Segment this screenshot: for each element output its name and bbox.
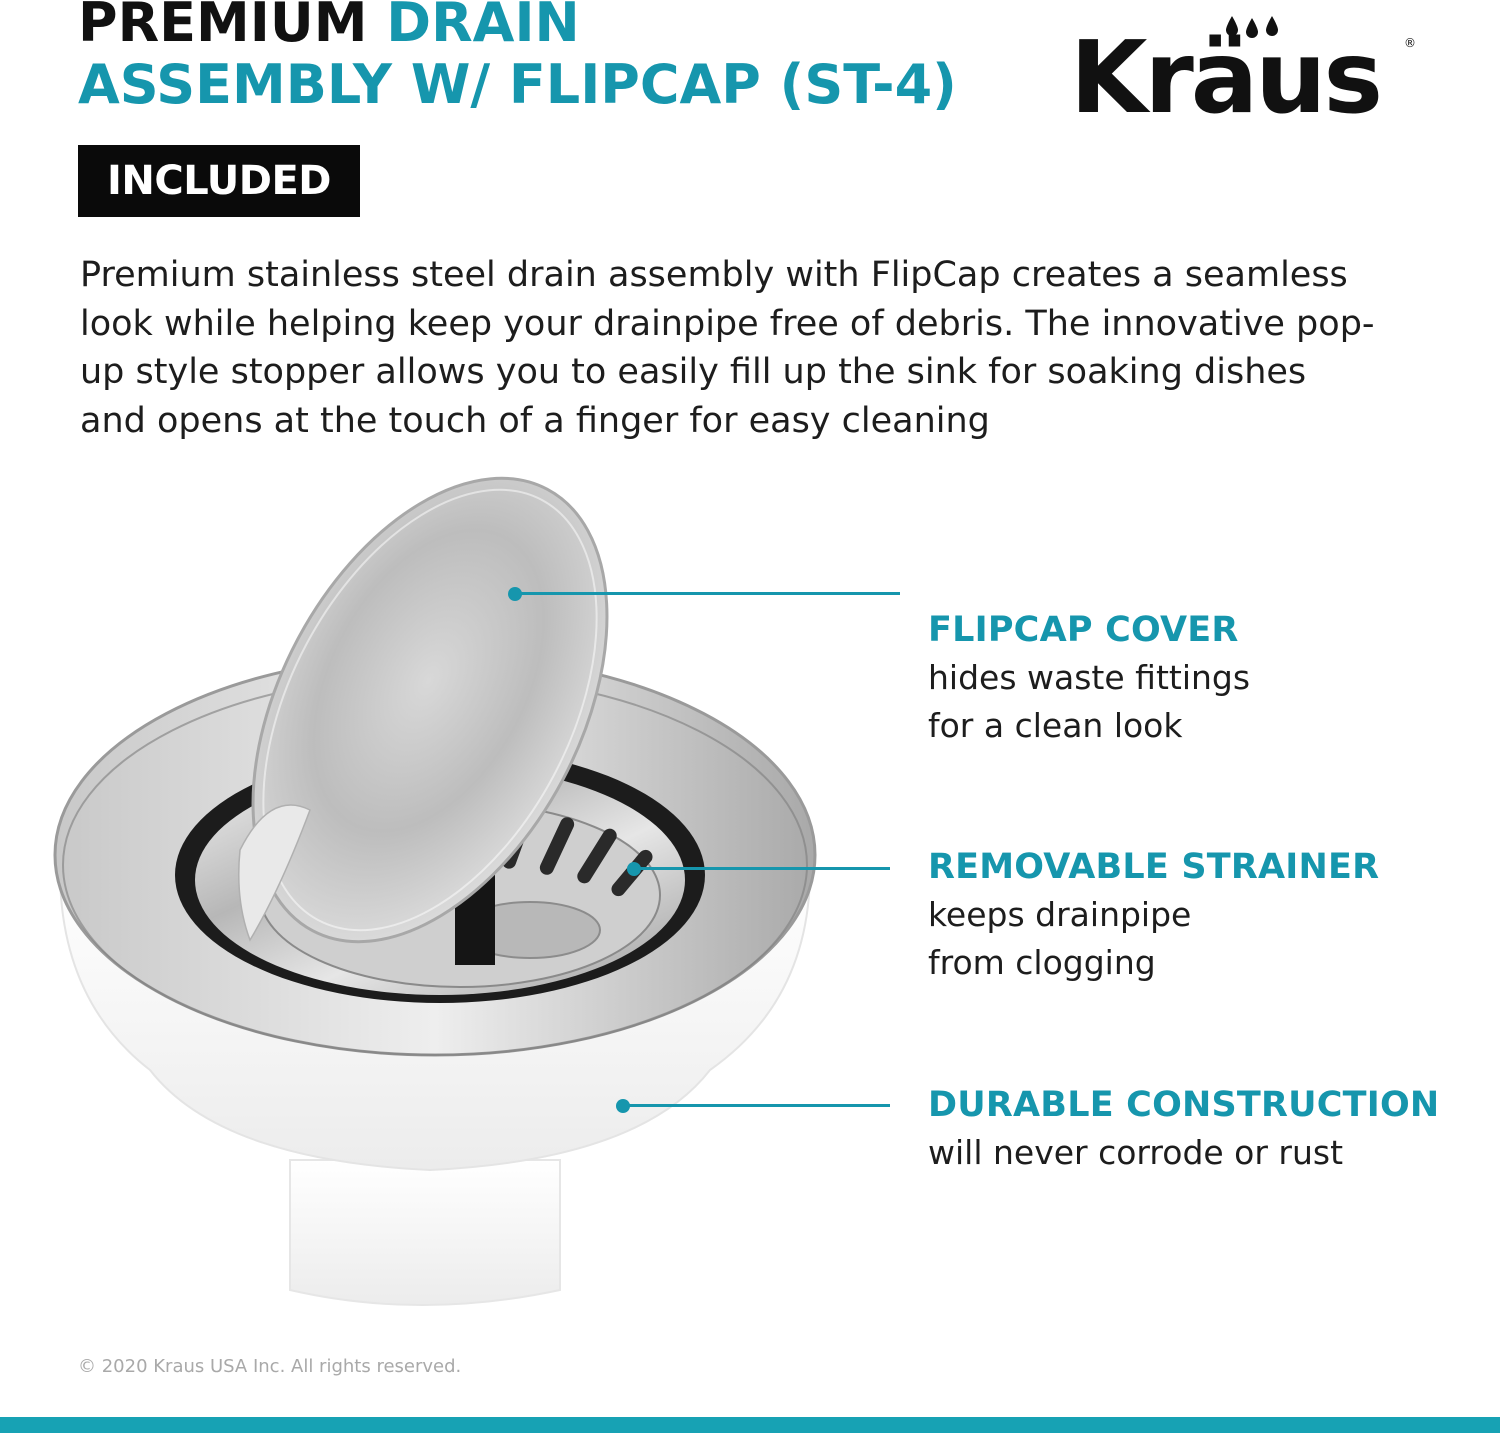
included-badge: INCLUDED bbox=[78, 145, 360, 217]
feature-line: hides waste fittings bbox=[928, 658, 1251, 697]
tailpiece bbox=[290, 1160, 560, 1305]
kraus-logo bbox=[1070, 14, 1430, 136]
product-description: Premium stainless steel drain assembly with FlipCap creates a seamless look while helping keep your drainpipe free of debris. The innovative pop-up style stopper allows you to easily fill up the sink for soaking dishes and opens at the touch of a finger for easy cleaning bbox=[80, 255, 1375, 441]
feature-title: DURABLE CONSTRUCTION bbox=[928, 1085, 1440, 1125]
bottom-accent-bar bbox=[0, 1417, 1500, 1433]
feature-line: for a clean look bbox=[928, 706, 1183, 745]
feature-title: REMOVABLE STRAINER bbox=[928, 847, 1380, 887]
feature-durable-construction bbox=[928, 1081, 1468, 1177]
feature-flipcap-cover bbox=[928, 606, 1468, 750]
callout-line-construction bbox=[623, 1104, 890, 1107]
copyright-notice: © 2020 Kraus USA Inc. All rights reserved. bbox=[78, 1356, 462, 1377]
drain-assembly-image bbox=[40, 470, 920, 1330]
feature-line: keeps drainpipe bbox=[928, 895, 1192, 934]
title-premium: PREMIUM bbox=[78, 0, 387, 54]
feature-line: will never corrode or rust bbox=[928, 1133, 1344, 1172]
callout-line-strainer bbox=[634, 867, 890, 870]
title-assembly: ASSEMBLY W/ FLIPCAP (ST-4) bbox=[78, 53, 957, 116]
feature-title: FLIPCAP COVER bbox=[928, 610, 1239, 650]
registered-mark: ® bbox=[1404, 36, 1416, 50]
logo-wordmark: Kräus bbox=[1070, 19, 1380, 136]
page-title bbox=[78, 0, 957, 116]
title-drain: DRAIN bbox=[386, 0, 580, 54]
callout-line-flipcap bbox=[515, 592, 900, 595]
feature-line: from clogging bbox=[928, 943, 1156, 982]
feature-removable-strainer bbox=[928, 843, 1468, 987]
